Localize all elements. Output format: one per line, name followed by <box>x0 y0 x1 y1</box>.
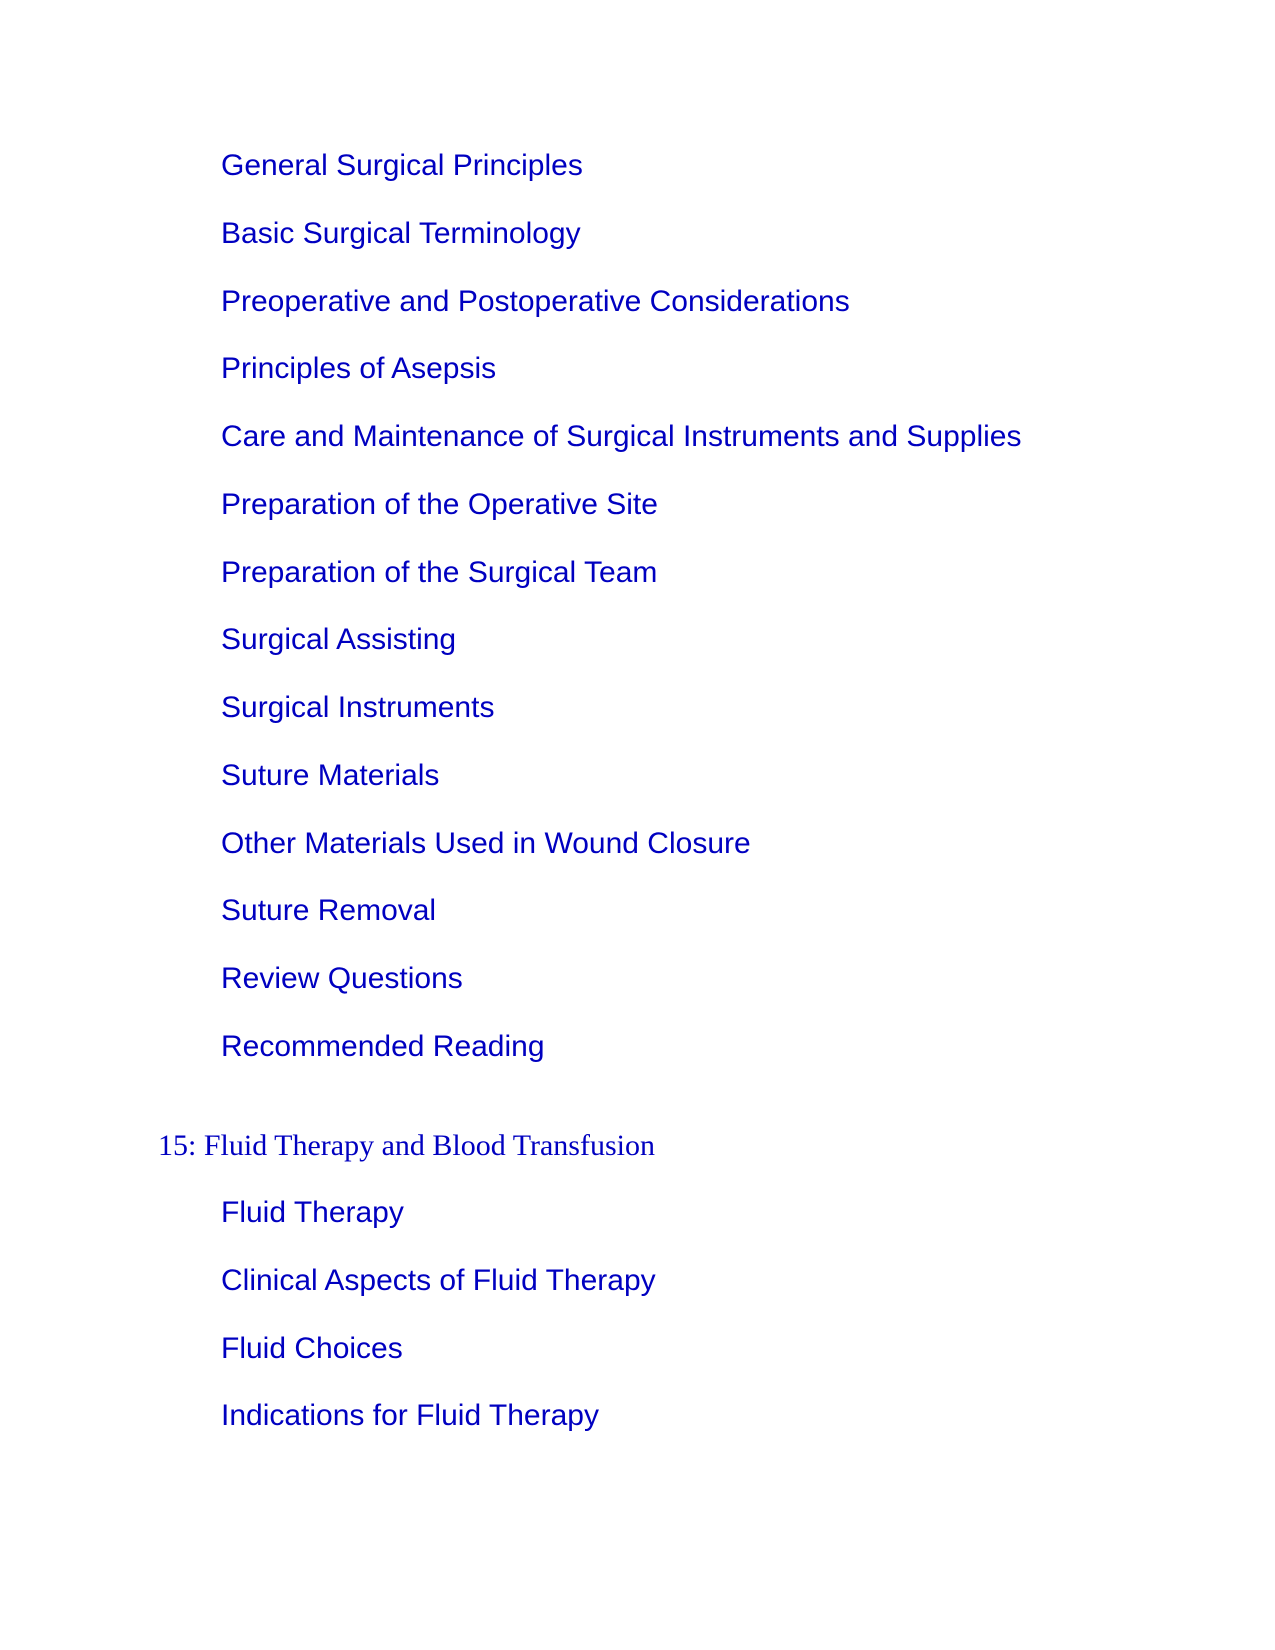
toc-link-suture-materials[interactable]: Suture Materials <box>221 759 440 792</box>
toc-link-preparation-operative-site[interactable]: Preparation of the Operative Site <box>221 488 658 521</box>
toc-link-care-maintenance-instruments[interactable]: Care and Maintenance of Surgical Instruments and Supplies <box>221 420 1022 453</box>
toc-link-clinical-aspects-fluid-therapy[interactable]: Clinical Aspects of Fluid Therapy <box>221 1264 656 1297</box>
toc-link-suture-removal[interactable]: Suture Removal <box>221 894 437 927</box>
toc-link-indications-fluid-therapy[interactable]: Indications for Fluid Therapy <box>221 1399 599 1432</box>
toc-link-fluid-choices[interactable]: Fluid Choices <box>221 1332 403 1365</box>
toc-link-fluid-therapy[interactable]: Fluid Therapy <box>221 1196 404 1229</box>
toc-link-surgical-instruments[interactable]: Surgical Instruments <box>221 691 495 724</box>
toc-link-review-questions[interactable]: Review Questions <box>221 962 463 995</box>
toc-link-basic-surgical-terminology[interactable]: Basic Surgical Terminology <box>221 217 581 250</box>
toc-link-surgical-assisting[interactable]: Surgical Assisting <box>221 623 457 656</box>
chapter-15-heading[interactable]: 15: Fluid Therapy and Blood Transfusion <box>158 1129 655 1162</box>
toc-link-preparation-surgical-team[interactable]: Preparation of the Surgical Team <box>221 556 658 589</box>
toc-link-preoperative-postoperative[interactable]: Preoperative and Postoperative Considerations <box>221 285 850 318</box>
toc-link-principles-of-asepsis[interactable]: Principles of Asepsis <box>221 352 497 385</box>
toc-link-general-surgical-principles[interactable]: General Surgical Principles <box>221 149 583 182</box>
toc-link-recommended-reading[interactable]: Recommended Reading <box>221 1030 545 1063</box>
toc-link-other-materials-wound-closure[interactable]: Other Materials Used in Wound Closure <box>221 827 751 860</box>
